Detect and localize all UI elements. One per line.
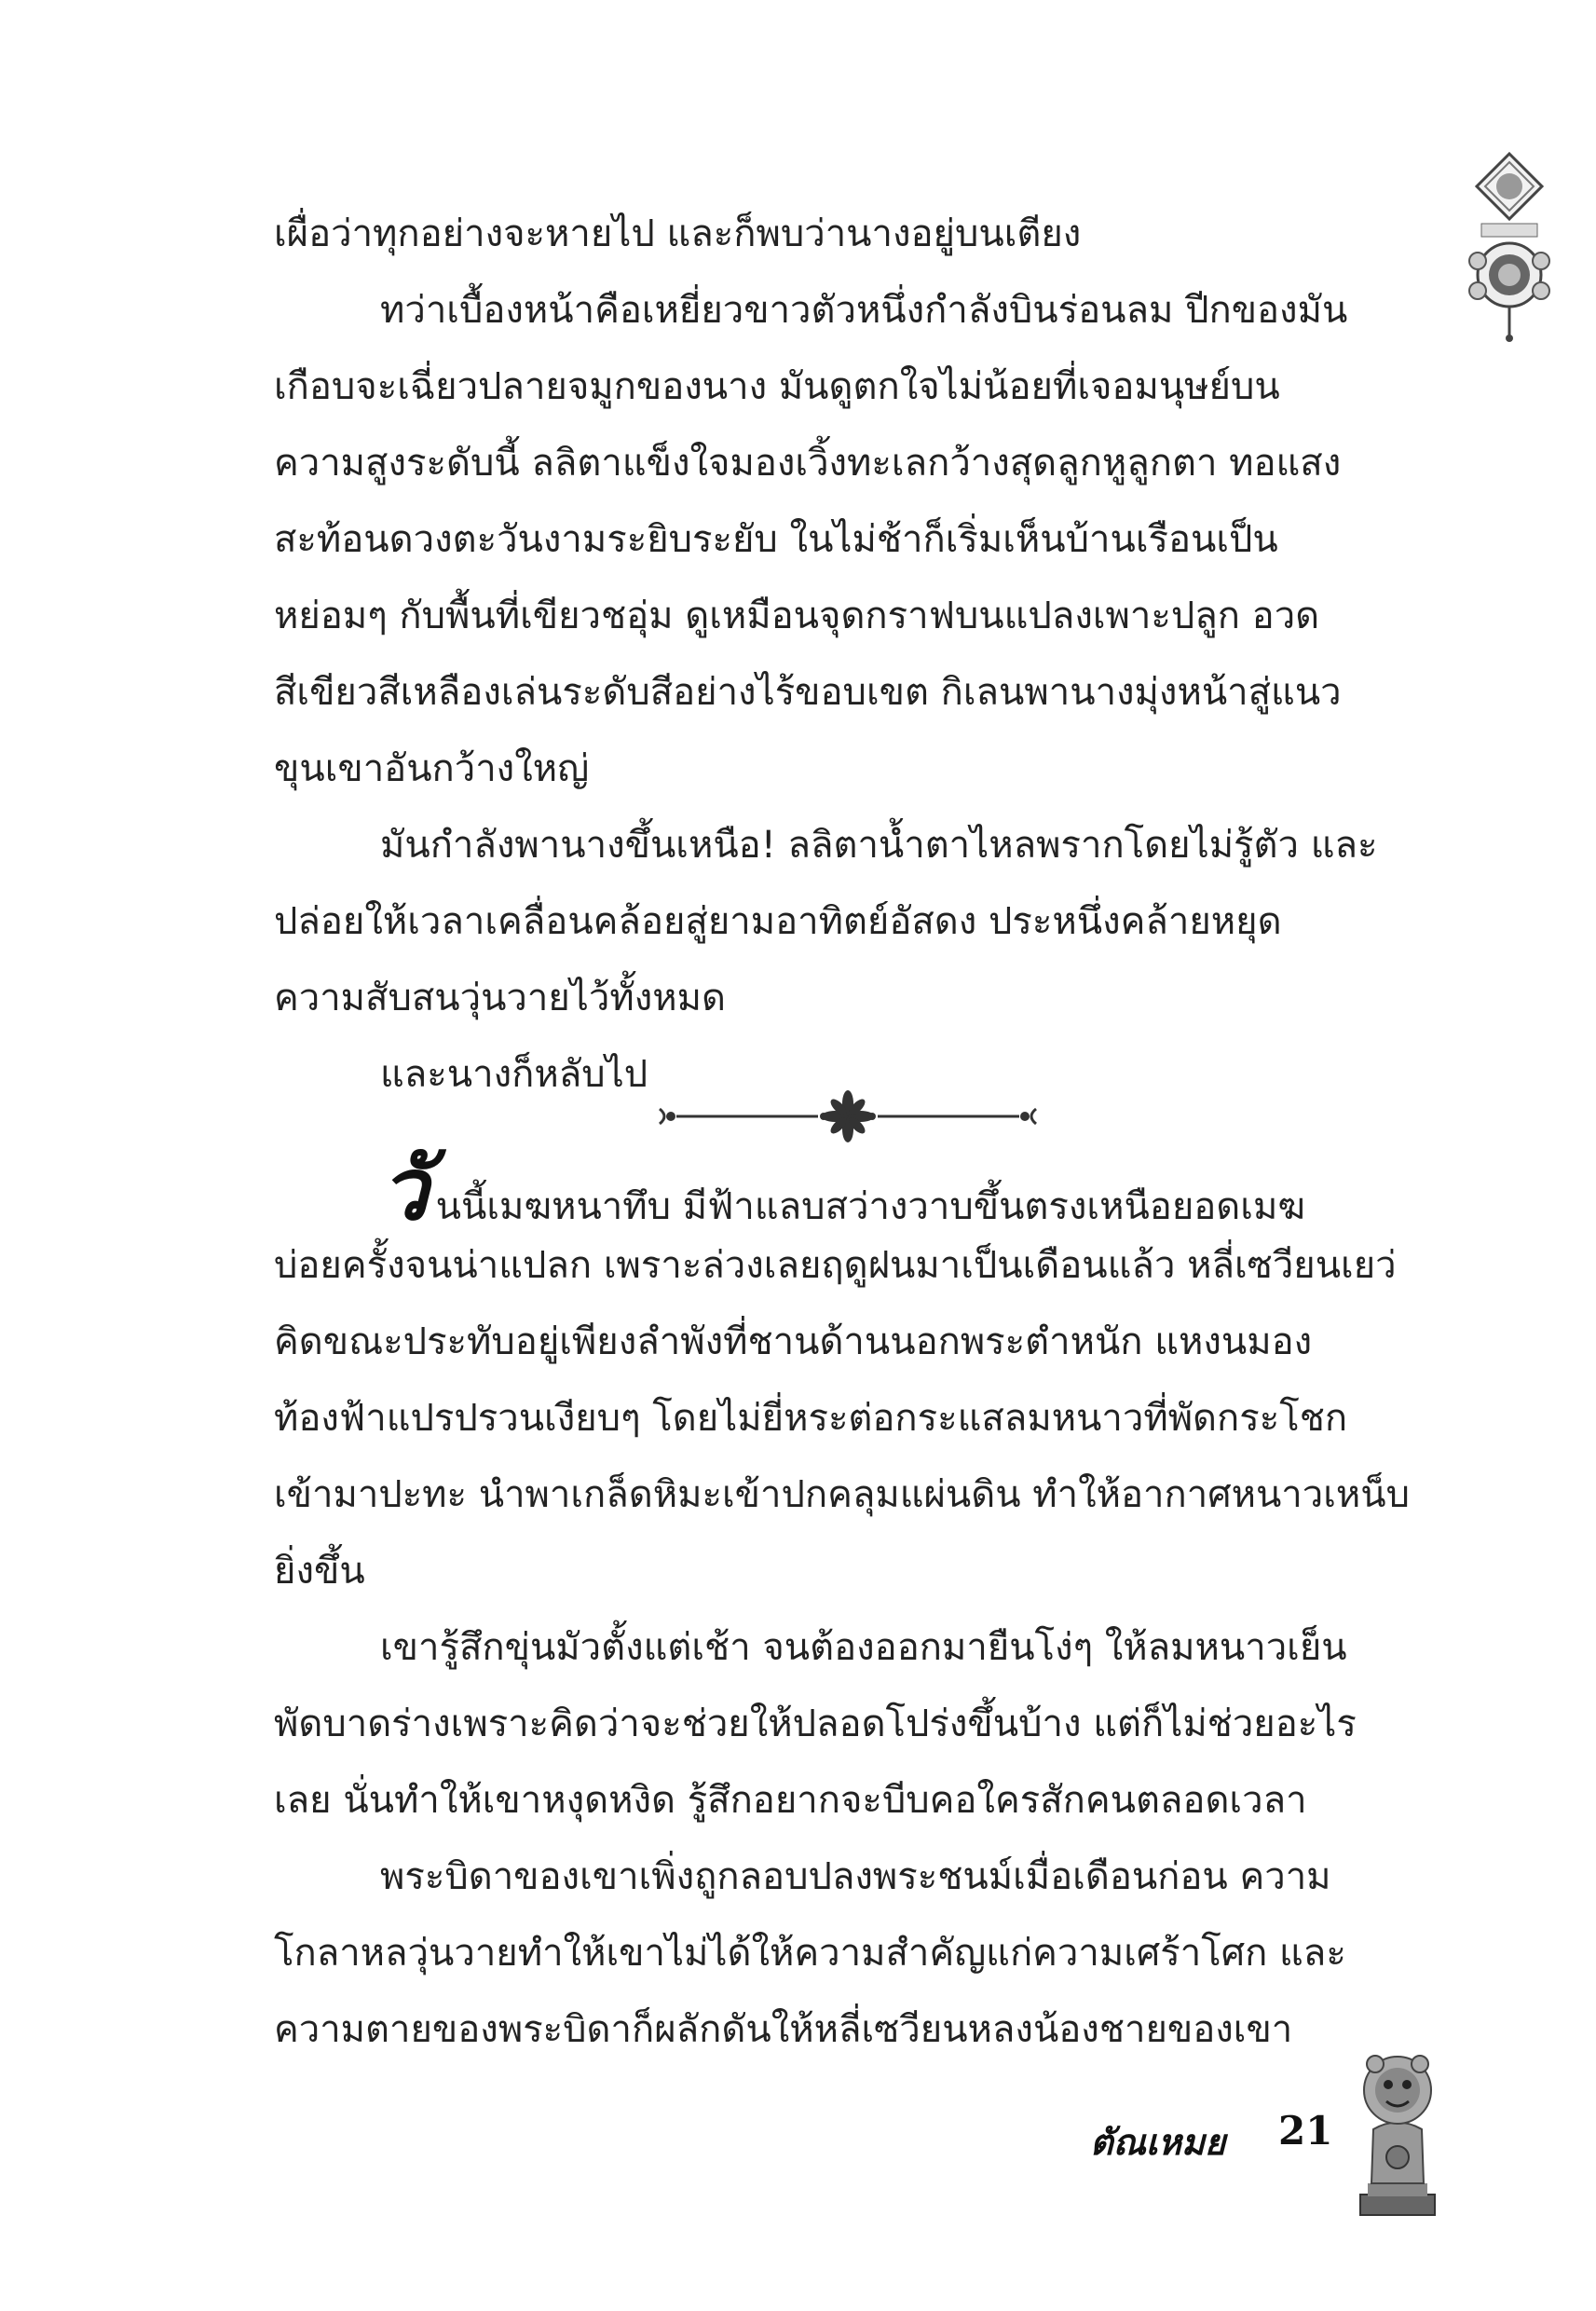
paragraph: [274, 1609, 1434, 1839]
running-footer-title: ตัณเหมย: [1090, 2121, 1226, 2163]
text-line: เผื่อว่าทุกอย่างจะหายไป และก็พบว่านางอยู่บนเตียง: [274, 212, 1082, 255]
text-line: โกลาหลวุ่นวายทำให้เขาไม่ได้ให้ความสำคัญแก่ความเศร้าโศก และ: [274, 1932, 1346, 1975]
text-line: ความตายของพระบิดาก็ผลักดันให้หลี่เซวียนหลงน้องชายของเขา: [274, 2008, 1293, 2051]
text-line: ท้องฟ้าแปรปรวนเงียบๆ โดยไม่ยี่หระต่อกระแสลมหนาวที่พัดกระโชก: [274, 1397, 1348, 1440]
text-line: ขุนเขาอันกว้างใหญ่: [274, 747, 590, 790]
text-line: ความสับสนวุ่นวายไว้ทั้งหมด: [274, 977, 726, 1019]
guardian-lion-statue-icon: [1342, 2027, 1453, 2222]
text-line-with-drop-cap: [274, 1139, 1434, 1239]
text-line: หย่อมๆ กับพื้นที่เขียวชอุ่ม ดูเหมือนจุดกราฟบนแปลงเพาะปลูก อวด: [274, 595, 1320, 637]
text-section-1: [274, 196, 1434, 1113]
drop-cap: วั: [380, 1139, 429, 1239]
text-line: ปล่อยให้เวลาเคลื่อนคล้อยสู่ยามอาทิตย์อัสดง ประหนึ่งคล้ายหยุด: [274, 900, 1282, 943]
text-line: ความสูงระดับนี้ ลลิตาแข็งใจมองเวิ้งทะเลกว้างสุดลูกหูลูกตา ทอแสง: [274, 442, 1342, 485]
text-line: พระบิดาของเขาเพิ่งถูกลอบปลงพระชนม์เมื่อเดือนก่อน ความ: [380, 1855, 1331, 1898]
chinese-knot-ornament-icon: [1453, 149, 1565, 345]
text-line: เกือบจะเฉี่ยวปลายจมูกของนาง มันดูตกใจไม่น้อยที่เจอมนุษย์บน: [274, 365, 1280, 408]
paragraph: [274, 272, 1434, 807]
text-line: สีเขียวสีเหลืองเล่นระดับสีอย่างไร้ขอบเขต กิเลนพานางมุ่งหน้าสู่แนว: [274, 671, 1342, 714]
text-line: เขารู้สึกขุ่นมัวตั้งแต่เช้า จนต้องออกมายืนโง่ๆ ให้ลมหนาวเย็น: [380, 1626, 1347, 1669]
paragraph: [274, 1139, 1434, 1609]
paragraph: [274, 807, 1434, 1036]
floral-divider-icon: [652, 1088, 1044, 1144]
text-section-2: [274, 1139, 1434, 2068]
text-line: ยิ่งขึ้น: [274, 1550, 365, 1593]
text-line: พัดบาดร่างเพราะคิดว่าจะช่วยให้ปลอดโปร่งขึ้นบ้าง แต่ก็ไม่ช่วยอะไร: [274, 1702, 1357, 1745]
text-line: คิดขณะประทับอยู่เพียงลำพังที่ชานด้านนอกพระตำหนัก แหงนมอง: [274, 1320, 1313, 1363]
text-line: บ่อยครั้งจนน่าแปลก เพราะล่วงเลยฤดูฝนมาเป็นเดือนแล้ว หลี่เซวียนเยว่: [274, 1244, 1397, 1287]
paragraph: [274, 1839, 1434, 2068]
text-line: และนางก็หลับไป: [380, 1053, 648, 1096]
paragraph: [274, 196, 1434, 272]
text-line: มันกำลังพานางขึ้นเหนือ! ลลิตาน้ำตาไหลพรากโดยไม่รู้ตัว และ: [380, 824, 1378, 867]
text-line: เลย นั่นทำให้เขาหงุดหงิด รู้สึกอยากจะบีบคอใครสักคนตลอดเวลา: [274, 1779, 1307, 1822]
text-line: ทว่าเบื้องหน้าคือเหยี่ยวขาวตัวหนึ่งกำลังบินร่อนลม ปีกของมัน: [380, 289, 1348, 332]
text-line-rest: นนี้เมฆหนาทึบ มีฟ้าแลบสว่างวาบขึ้นตรงเหนือยอดเมฆ: [435, 1185, 1305, 1228]
text-line: เข้ามาปะทะ นำพาเกล็ดหิมะเข้าปกคลุมแผ่นดิน ทำให้อากาศหนาวเหน็บ: [274, 1473, 1410, 1516]
text-line: สะท้อนดวงตะวันงามระยิบระยับ ในไม่ช้าก็เริ่มเห็นบ้านเรือนเป็น: [274, 518, 1278, 561]
page-number: 21: [1278, 2108, 1333, 2154]
